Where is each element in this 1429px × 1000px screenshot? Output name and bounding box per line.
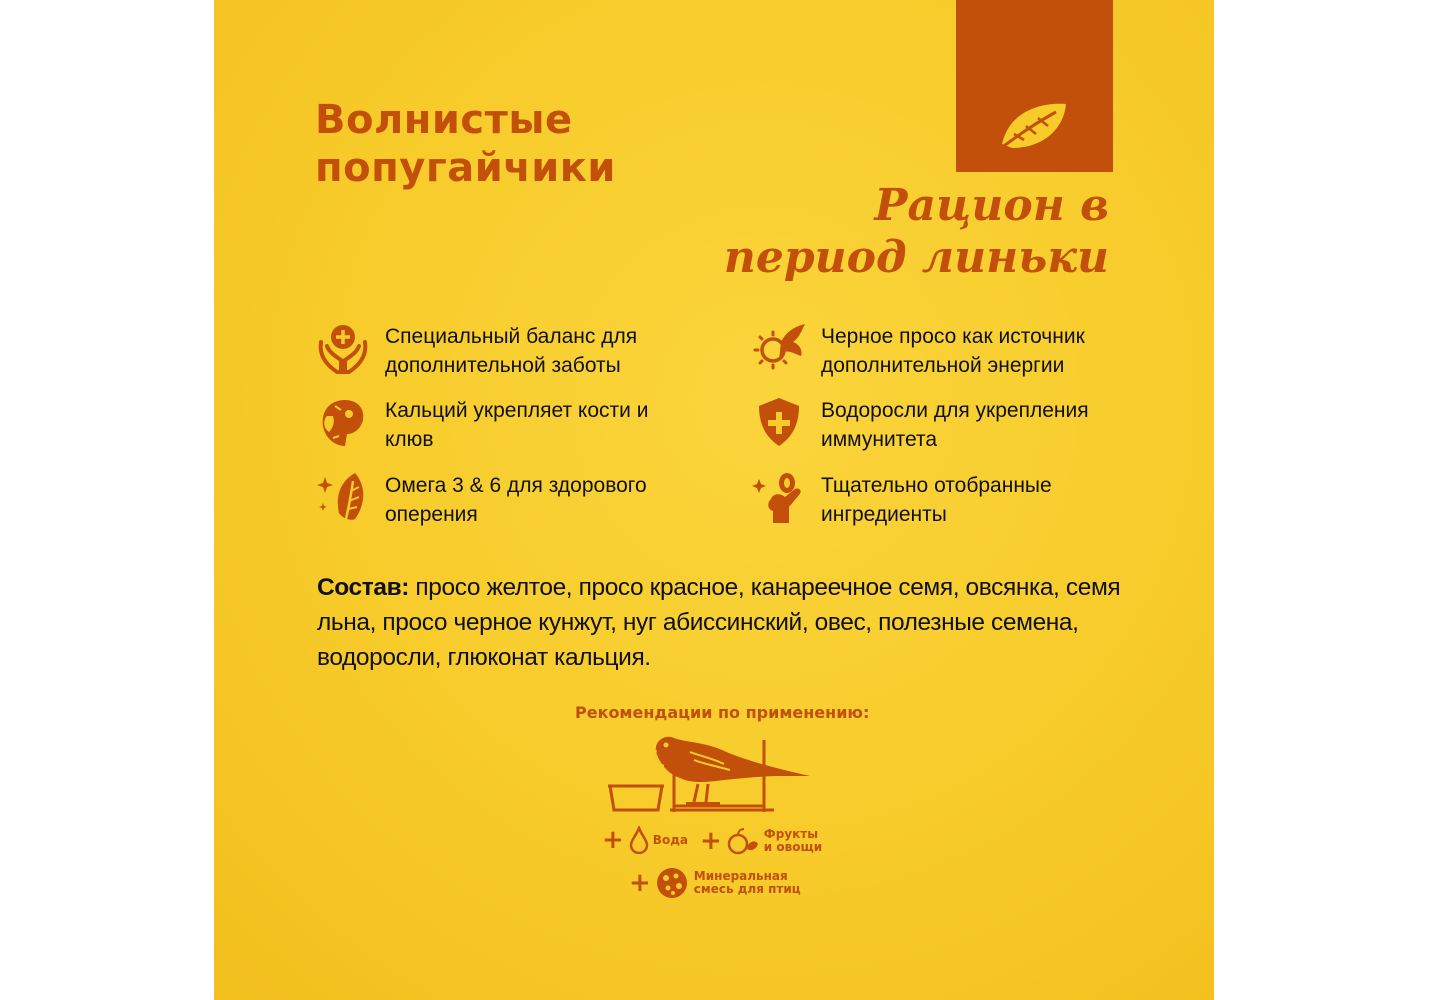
feature-item [315,471,675,529]
feature-text-line: Кальций укрепляет кости и [385,399,649,422]
recommendation-label [764,828,822,854]
feature-item [751,322,1111,380]
shield-plus-icon [751,394,807,450]
feature-item [751,471,1111,529]
feature-text-line: Черное просо как источник [821,325,1085,348]
feature-text-line: Тщательно отобранные [821,474,1052,497]
recommendation-fruits [700,826,822,856]
brand-badge [956,0,1113,172]
feature-text-line: дополнительной энергии [821,354,1065,377]
sparkle-feather-icon [315,469,371,525]
water-drop-icon [628,826,650,854]
plus-sign: + [629,867,651,898]
feature-item [315,322,675,380]
recommendation-label-line: смесь для птиц [693,882,801,896]
hand-seed-icon [751,469,807,525]
feature-item [315,396,675,454]
feature-text-line: дополнительной заботы [385,354,621,377]
feature-text-line: Специальный баланс для [385,325,638,348]
recommendation-label-line: Минеральная [693,869,788,883]
leaf-icon [994,98,1072,154]
recommendations-title: Рекомендации по применению: [575,703,870,722]
subtitle [724,180,1109,284]
composition-body: просо желтое, просо красное, канареечное семя, овсянка, семя льна, просо черное кунжут, нуг абиссинский, овес, полезные семена, водоросли, глюконат кальция. [317,574,1121,671]
fruit-icon [726,826,760,856]
feature-text-line: иммунитета [821,428,938,451]
recommendation-label-line: Фрукты [763,827,819,841]
composition-text [317,570,1137,675]
recommendation-label: Вода [652,832,688,847]
composition-label: Состав: [317,574,410,601]
plus-sign: + [700,825,722,856]
product-title [315,96,616,192]
recommendation-label-line: и овощи [763,840,823,854]
recommendation-mineral-mix [629,866,801,900]
sun-bird-icon [751,320,807,376]
title-line-1: Волнистые [315,97,573,143]
feature-text-line: клюв [385,428,434,451]
feature-text-line: Омега 3 & 6 для здорового [385,474,647,497]
title-line-2: попугайчики [315,145,616,191]
parrot-head-icon [315,394,371,450]
product-panel [214,0,1214,1000]
hands-care-icon [315,320,371,376]
budgie-cage-illustration [604,730,824,816]
feature-text-line: ингредиенты [821,503,947,526]
recommendation-label [694,870,801,896]
feature-item [751,396,1111,454]
recommendation-water [602,826,688,854]
mineral-mix-icon [655,866,689,900]
feature-text-line: оперения [385,503,478,526]
subtitle-line-1: Рацион в [874,180,1109,231]
subtitle-line-2: период линьки [723,232,1109,283]
plus-sign: + [602,824,624,855]
feature-text-line: Водоросли для укрепления [821,399,1089,422]
